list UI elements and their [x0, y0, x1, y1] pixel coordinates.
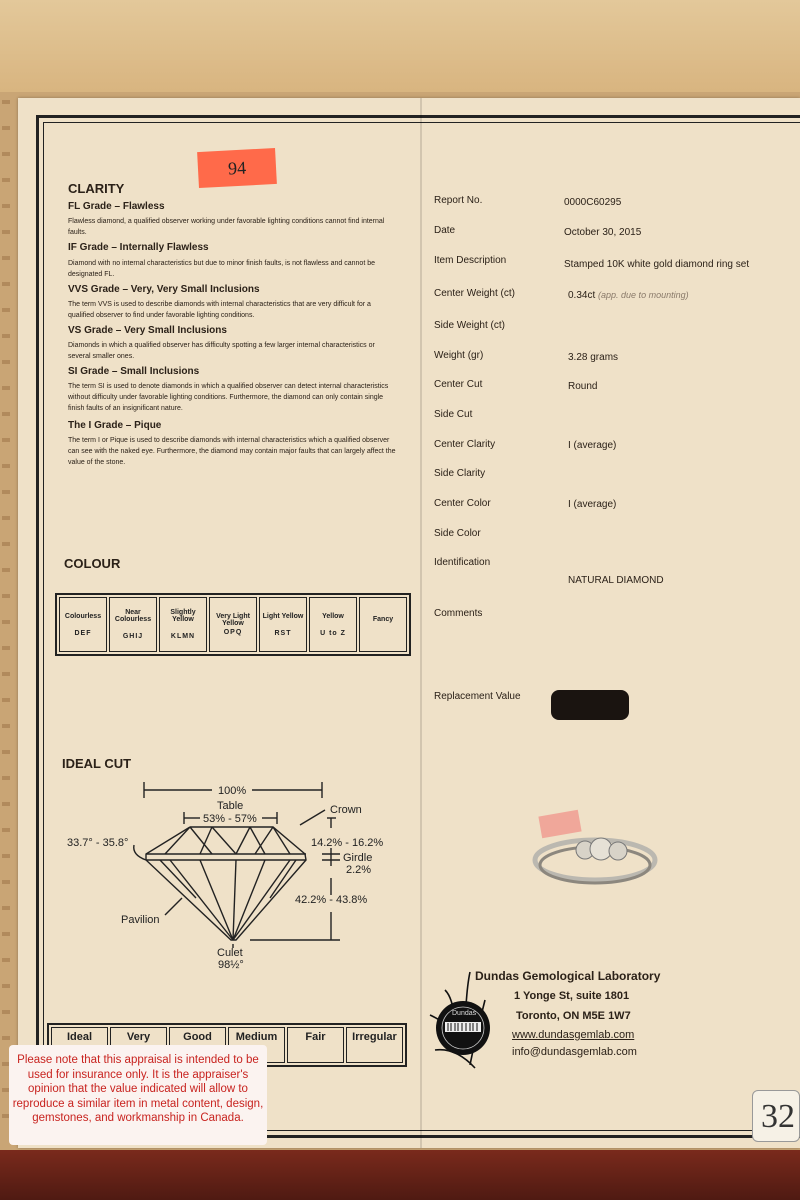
lab-seal — [425, 970, 500, 1070]
lab-name: Dundas Gemological Laboratory — [475, 969, 661, 983]
field-label-report-no: Report No. — [434, 195, 483, 206]
colour-cell-codes: U to Z — [320, 629, 346, 637]
ideal-cut-crown-angle: 33.7° - 35.8° — [67, 837, 129, 849]
colour-cell — [309, 597, 357, 652]
ideal-cut-table-range: 53% - 57% — [203, 813, 257, 825]
field-label-center-clarity: Center Clarity — [434, 439, 496, 450]
cut-grade-cell: Medium — [228, 1027, 285, 1063]
lab-address-line1: 1 Yonge St, suite 1801 — [514, 990, 630, 1002]
field-label-center-cut: Center Cut — [434, 379, 483, 390]
colour-cell-label: Very Light Yellow — [216, 613, 250, 627]
ideal-cut-pavilion-depth: 42.2% - 43.8% — [295, 894, 368, 906]
field-value-item-description: Stamped 10K white gold diamond ring set — [564, 259, 750, 270]
ideal-cut-girdle-value: 2.2% — [346, 864, 372, 876]
center-weight-value: 0.34ct — [568, 290, 596, 301]
field-label-identification: Identification — [434, 557, 491, 568]
field-label-weight-gr: Weight (gr) — [434, 350, 484, 361]
colour-cell-codes: DEF — [74, 629, 92, 637]
price-sticker: 94 — [197, 148, 277, 188]
ideal-cut-culet-value: 98½° — [218, 959, 244, 971]
background-bottom — [0, 1150, 800, 1200]
grade-vvs-title: VVS Grade – Very, Very Small Inclusions — [68, 284, 260, 295]
background-top — [0, 0, 800, 95]
field-label-replacement-value: Replacement Value — [434, 691, 521, 702]
colour-cell — [159, 597, 207, 652]
center-weight-note: (app. due to mounting) — [598, 290, 689, 300]
field-value-center-color: I (average) — [568, 499, 617, 510]
colour-cell — [109, 597, 157, 652]
colour-scale-table — [55, 593, 411, 656]
field-label-side-weight: Side Weight (ct) — [434, 320, 505, 331]
field-label-date: Date — [434, 225, 456, 236]
field-label-side-clarity: Side Clarity — [434, 468, 486, 479]
field-value-center-clarity: I (average) — [568, 440, 617, 451]
field-value-weight-gr: 3.28 grams — [568, 352, 619, 363]
lab-email-link[interactable]: info@dundasgemlab.com — [512, 1046, 637, 1058]
grade-vs-desc: Diamonds in which a qualified observer has difficulty spotting a few larger internal characteristics or several smaller ones. — [68, 342, 375, 360]
ideal-cut-width-label: 100% — [218, 785, 247, 797]
grade-vs-title: VS Grade – Very Small Inclusions — [68, 325, 227, 336]
cut-grade-cell: Fair — [287, 1027, 344, 1063]
colour-cell-label: Yellow — [322, 612, 344, 620]
ideal-cut-girdle-label: Girdle — [343, 852, 373, 864]
cut-grade-cell: Irregular — [346, 1027, 403, 1063]
lab-website-link[interactable]: www.dundasgemlab.com — [512, 1029, 635, 1041]
grade-if-desc: Diamond with no internal characteristics but due to minor finish faults, is not flawless and cannot be designated FL. — [68, 260, 375, 278]
grade-si-desc: The term SI is used to denote diamonds in which a qualified observer can detect internal characteristics without difficulty under favorable lighting conditions. Furthermore, the diamond can only contain single finish faults of an insignificant nature. — [68, 383, 389, 412]
cut-grade-cell: Good — [169, 1027, 226, 1063]
field-label-center-weight: Center Weight (ct) — [434, 288, 515, 299]
redacted-value — [551, 690, 629, 720]
grade-if-title: IF Grade – Internally Flawless — [68, 242, 209, 253]
ring-photo — [525, 805, 665, 890]
grade-fl-title: FL Grade – Flawless — [68, 201, 165, 212]
grade-i-desc: The term I or Pique is used to describe diamonds with internal characteristics which a qualified observer can see with the naked eye. Furthermore, the diamond may contain major faults that can largely affect the value of the stone. — [68, 437, 396, 466]
colour-cell — [209, 597, 257, 652]
field-label-item-description: Item Description — [434, 255, 507, 266]
colour-cell-codes: RST — [274, 629, 292, 637]
seal-text: Dundas — [452, 1010, 477, 1017]
colour-cell-label: Fancy — [372, 616, 394, 623]
cut-grade-cell: Very — [110, 1027, 167, 1063]
colour-cell-label: Light Yellow — [262, 612, 304, 620]
ideal-cut-pavilion-label: Pavilion — [121, 914, 160, 926]
ideal-cut-diagram — [0, 770, 420, 975]
grade-si-title: SI Grade – Small Inclusions — [68, 366, 200, 377]
field-label-side-color: Side Color — [434, 528, 481, 539]
colour-cell-codes: GHIJ — [122, 633, 144, 640]
ideal-cut-culet-label: Culet — [217, 947, 243, 959]
field-value-center-weight — [568, 290, 689, 301]
ideal-cut-crown-height: 14.2% - 16.2% — [311, 837, 384, 849]
field-value-date: October 30, 2015 — [564, 227, 642, 238]
field-value-identification: NATURAL DIAMOND — [568, 575, 664, 586]
grade-i-title: The I Grade – Pique — [68, 420, 162, 431]
binder-holes — [2, 100, 10, 1140]
ideal-cut-table-label: Table — [217, 800, 244, 812]
colour-cell-codes: OPQ — [223, 629, 243, 636]
center-fold — [420, 98, 422, 1148]
page-number-tag: 32 — [752, 1090, 800, 1142]
colour-cell — [59, 597, 107, 652]
ideal-cut-heading: IDEAL CUT — [62, 756, 132, 771]
lab-address-line2: Toronto, ON M5E 1W7 — [516, 1010, 631, 1022]
clarity-heading: CLARITY — [68, 181, 125, 196]
grade-fl-desc: Flawless diamond, a qualified observer working under favorable lighting conditions cannot find internal faults. — [68, 218, 385, 236]
field-value-report-no: 0000C60295 — [564, 197, 622, 208]
ideal-cut-crown-label: Crown — [330, 804, 362, 816]
colour-cell — [359, 597, 407, 652]
grade-vvs-desc: The term VVS is used to describe diamonds with internal characteristics that are very difficult for a qualified observer to find under favorable lighting conditions. — [68, 301, 371, 319]
colour-heading: COLOUR — [64, 556, 121, 571]
field-label-side-cut: Side Cut — [434, 409, 473, 420]
colour-cell-label: Colourless — [64, 612, 102, 620]
field-label-comments: Comments — [434, 608, 483, 619]
colour-cell-label: Near Colourless — [114, 609, 152, 623]
colour-cell — [259, 597, 307, 652]
field-label-center-color: Center Color — [434, 498, 491, 509]
field-value-center-cut: Round — [568, 381, 598, 392]
colour-cell-label: Slightly Yellow — [170, 609, 196, 623]
cut-grade-cell: Ideal — [51, 1027, 108, 1063]
insurance-notice: Please note that this appraisal is intended to be used for insurance only. It is the appraiser's opinion that the value indicated will allow to reproduce a similar item in metal content, design, gemstones, and workmanship in Canada. — [9, 1045, 267, 1145]
colour-cell-codes: KLMN — [170, 633, 196, 640]
